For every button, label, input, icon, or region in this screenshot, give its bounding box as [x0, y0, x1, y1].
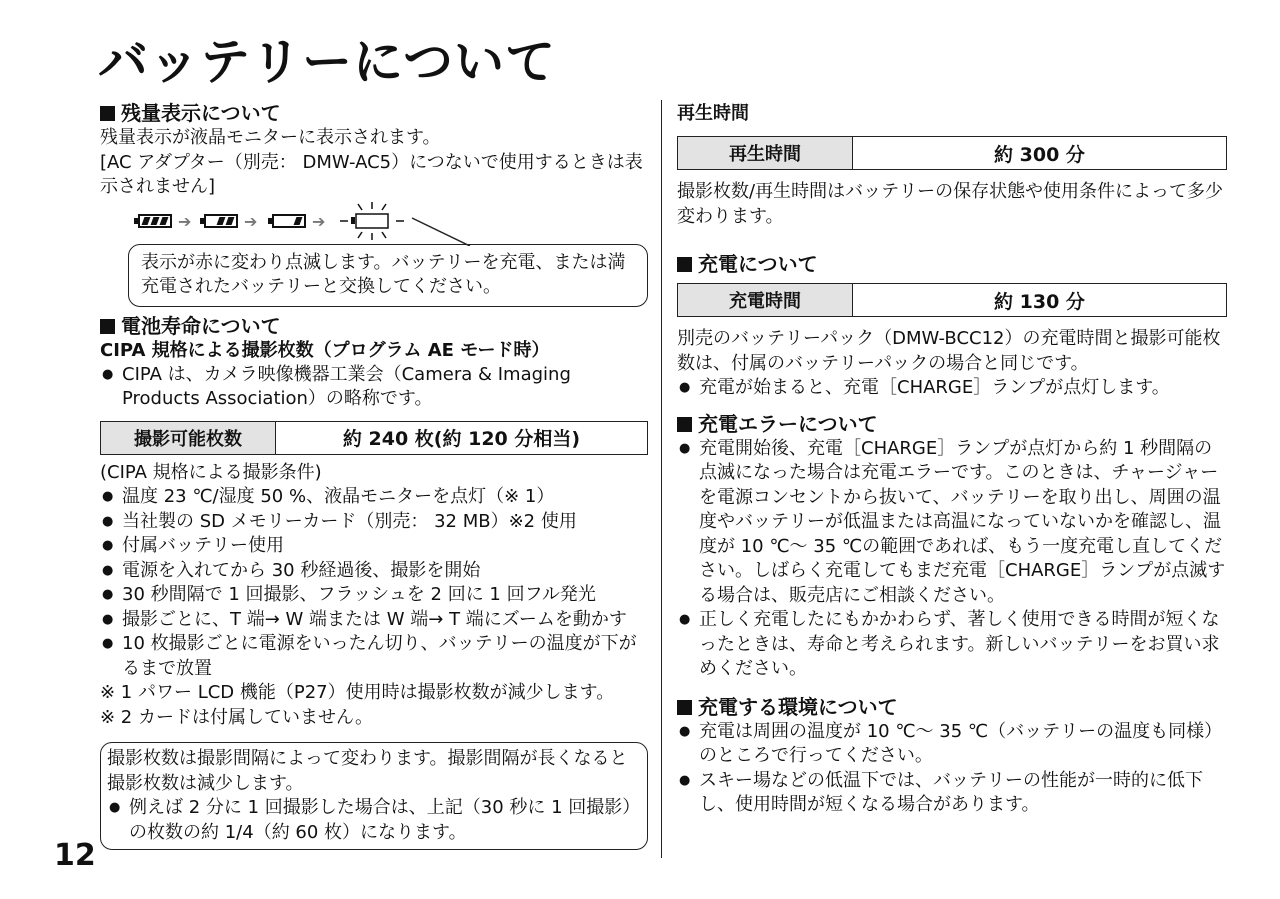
- square-bullet-icon: [100, 319, 115, 334]
- footnote: ※ 1 パワー LCD 機能（P27）使用時は撮影枚数が減少します。: [100, 682, 615, 703]
- cipa-subheading: CIPA 規格による撮影枚数（プログラム AE モード時）: [100, 339, 550, 361]
- interval-note-box: [100, 742, 648, 850]
- cipa-bullet: ● CIPA は、カメラ映像機器工業会（Camera & Imaging Products Association）の略称です。: [100, 363, 648, 412]
- charge-table: [677, 283, 1227, 317]
- battery-3-bars-icon: [138, 214, 172, 228]
- arrow-right-icon: ➔: [244, 211, 258, 231]
- charge-table-key: 充電時間: [678, 284, 853, 316]
- error-bullet: ● 正しく充電したにもかかわらず、著しく使用できる時間が短くなったときは、寿命と考えられます。新しいバッテリーをお買い求めください。: [677, 608, 1227, 682]
- condition-item: ● 電源を入れてから 30 秒経過後、撮影を開始: [100, 559, 648, 584]
- square-bullet-icon: [677, 700, 692, 715]
- condition-item: ● 30 秒間隔で 1 回撮影、フラッシュを 2 回に 1 回フル発光: [100, 583, 648, 608]
- condition-item: ● 撮影ごとに、T 端→ W 端または W 端→ T 端にズームを動かす: [100, 608, 648, 633]
- condition-item: ● 付属バッテリー使用: [100, 534, 648, 559]
- env-heading: 充電する環境について: [677, 694, 1227, 720]
- env-bullet: ● 充電は周囲の温度が 10 ℃～ 35 ℃（バッテリーの温度も同様）のところで行ってください。: [677, 720, 1227, 769]
- condition-item: ● 10 枚撮影ごとに電源をいったん切り、バッテリーの温度が下がるまで放置: [100, 632, 648, 681]
- residual-text: 残量表示が液晶モニターに表示されます。: [100, 127, 441, 148]
- footnote: ※ 2 カードは付属していません。: [100, 706, 374, 728]
- life-heading: 電池寿命について: [100, 313, 648, 339]
- charge-bullet: ● 充電が始まると、充電［CHARGE］ランプが点灯します。: [677, 376, 1227, 401]
- playback-subheading: 再生時間: [677, 103, 749, 124]
- residual-heading: 残量表示について: [100, 100, 648, 126]
- condition-title: (CIPA 規格による撮影条件): [100, 461, 322, 483]
- playback-table: [677, 136, 1227, 170]
- interval-note-text: 撮影枚数は撮影間隔によって変わります。撮影間隔が長くなると撮影枚数は減少します。: [107, 748, 628, 794]
- square-bullet-icon: [100, 106, 115, 121]
- shots-table-key: 撮影可能枚数: [101, 422, 276, 454]
- charge-table-value: 約 130 分: [994, 290, 1085, 313]
- playback-table-value: 約 300 分: [994, 143, 1085, 166]
- charge-heading: 充電について: [677, 251, 1227, 277]
- env-bullet: ● スキー場などの低温下では、バッテリーの性能が一時的に低下し、使用時間が短くなる場合があります。: [677, 769, 1227, 818]
- interval-note-bullet: ● 例えば 2 分に 1 回撮影した場合は、上記（30 秒に 1 回撮影）の枚数の約 1/4（約 60 枚）になります。: [107, 796, 641, 845]
- error-bullet: ● 充電開始後、充電［CHARGE］ランプが点灯から約 1 秒間隔の点滅になった場合は充電エラーです。このときは、チャージャーを電源コンセントから抜いて、バッテリーを取り出し、周囲の温度やバッテリーが低温または高温になっていないかを確認し、温度が 10 ℃～ 35 ℃の範囲であれば、もう一度充電し直してください。しばらく充電してもまだ充電［CHARGE］ランプが点滅する場合は、販売店にご相談ください。: [677, 437, 1227, 609]
- condition-item: ● 温度 23 ℃/湿度 50 %、液晶モニターを点灯（※ 1）: [100, 485, 648, 510]
- page-title: バッテリーについて: [98, 33, 556, 91]
- playback-text: 撮影枚数/再生時間はバッテリーの保存状態や使用条件によって多少変わります。: [677, 181, 1224, 227]
- shots-table: [100, 421, 648, 455]
- shots-table-value: 約 240 枚(約 120 分相当): [342, 428, 581, 450]
- page-number: 12: [54, 838, 96, 873]
- callout-box: 表示が赤に変わり点滅します。バッテリーを充電、または満充電されたバッテリーと交換してください。: [128, 244, 648, 307]
- battery-2-bars-icon: [204, 214, 238, 228]
- arrow-right-icon: ➔: [312, 211, 326, 231]
- playback-table-key: 再生時間: [678, 137, 853, 169]
- battery-1-bar-icon: [272, 214, 306, 228]
- battery-empty-blinking-icon: [336, 200, 408, 242]
- battery-indicator-row: [100, 200, 648, 242]
- error-heading: 充電エラーについて: [677, 411, 1227, 437]
- residual-note: [AC アダプター（別売： DMW-AC5）につないで使用するときは表示されません]: [100, 151, 643, 197]
- column-divider: [661, 100, 662, 858]
- condition-item: ● 当社製の SD メモリーカード（別売： 32 MB）※2 使用: [100, 510, 648, 535]
- charge-text: 別売のバッテリーパック（DMW-BCC12）の充電時間と撮影可能枚数は、付属のバッテリーパックの場合と同じです。: [677, 328, 1221, 374]
- arrow-right-icon: ➔: [178, 211, 192, 231]
- callout-pointer: [400, 216, 480, 246]
- right-column: [677, 100, 1227, 818]
- square-bullet-icon: [677, 257, 692, 272]
- square-bullet-icon: [677, 417, 692, 432]
- left-column: [100, 100, 648, 850]
